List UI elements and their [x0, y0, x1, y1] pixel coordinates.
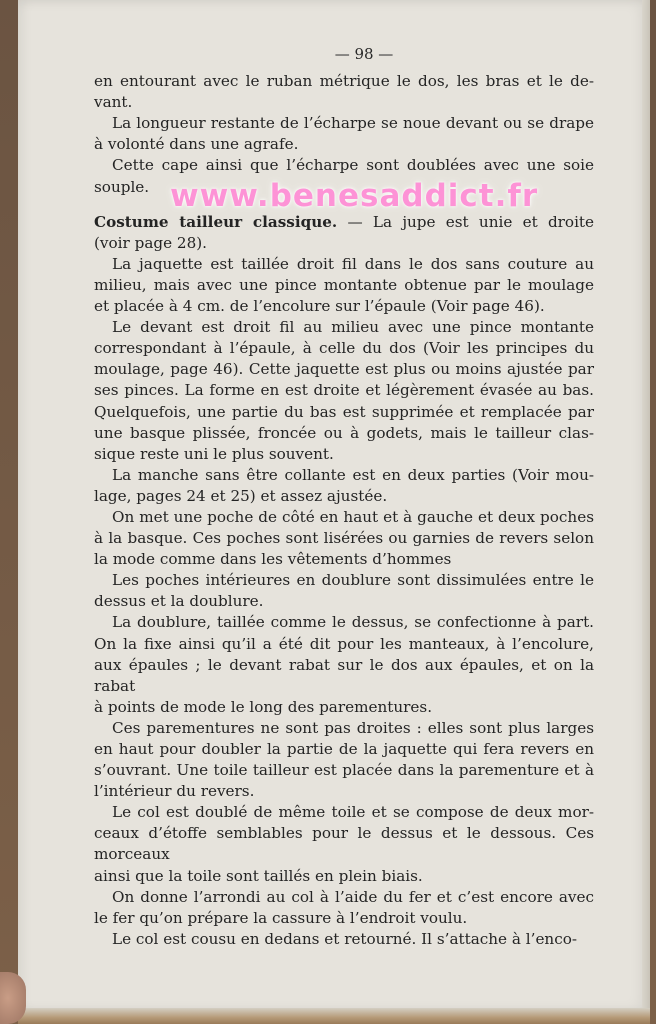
- text-line: Quelquefois, une partie du bas est supprimée et remplacée par: [94, 402, 594, 421]
- page-number: — 98 —: [334, 45, 394, 63]
- text-line: en haut pour doubler la partie de la jaquette qui fera revers en: [94, 740, 594, 758]
- text-line: vant.: [94, 93, 133, 112]
- paragraph: [94, 113, 594, 155]
- text-line: à la basque. Ces poches sont lisérées ou garnies de revers selon: [94, 529, 594, 548]
- paragraph: [94, 71, 594, 113]
- section-line: (voir page 28).: [94, 233, 207, 252]
- paragraph: [94, 570, 594, 612]
- text-line: une basque plissée, froncée ou à godets, mais le tailleur clas-: [94, 423, 594, 442]
- text-line: à volonté dans une agrafe.: [94, 135, 299, 154]
- text-line: et placée à 4 cm. de l’encolure sur l’épaule (Voir page 46).: [94, 297, 545, 316]
- text-line: Ces parementures ne sont pas droites : elles sont plus larges: [112, 718, 594, 737]
- text-line: Cette cape ainsi que l’écharpe sont doublées avec une soie: [112, 156, 594, 175]
- paragraph: [94, 317, 594, 465]
- text-line: milieu, mais avec une pince montante obtenue par le moulage: [94, 275, 594, 294]
- watermark: www.benesaddict.fr: [170, 178, 539, 214]
- text-line: ainsi que la toile sont taillés en plein biais.: [94, 866, 423, 885]
- text-line: ceaux d’étoffe semblables pour le dessus et le dessous. Ces morceaux: [94, 824, 594, 864]
- text-line: Le devant est droit fil au milieu avec une pince montante: [112, 318, 594, 337]
- text-line: dessus et la doublure.: [94, 592, 264, 611]
- text-line: sique reste uni le plus souvent.: [94, 444, 334, 463]
- body-paragraphs: [94, 254, 594, 950]
- paragraph: [94, 507, 594, 570]
- text-line: ses pinces. La forme en est droite et légèrement évasée au bas.: [94, 381, 594, 400]
- text-line: à points de mode le long des parementures.: [94, 697, 433, 716]
- text-line: aux épaules ; le devant rabat sur le dos aux épaules, et on la rabat: [94, 655, 594, 695]
- paragraph: [94, 929, 594, 950]
- section-heading: Costume tailleur classique.: [94, 212, 338, 231]
- thumb: [0, 972, 26, 1024]
- text-line: On la fixe ainsi qu’il a été dit pour les manteaux, à l’encolure,: [94, 634, 594, 653]
- page-edge: [642, 0, 650, 1012]
- text-line: l’intérieur du revers.: [94, 782, 255, 801]
- text-line: lage, pages 24 et 25) et assez ajustée.: [94, 486, 388, 505]
- text-line: La doublure, taillée comme le dessus, se confectionne à part.: [112, 613, 594, 632]
- text-line: La longueur restante de l’écharpe se noue devant ou se drape: [112, 114, 594, 133]
- text-line: Les poches intérieures en doublure sont dissimulées entre le: [112, 571, 594, 590]
- paragraph: [94, 612, 594, 717]
- text-line: en entourant avec le ruban métrique le dos, les bras et le de-: [94, 72, 594, 91]
- paragraph: [94, 465, 594, 507]
- paragraph: [94, 254, 594, 317]
- text-line: correspondant à l’épaule, à celle du dos (Voir les principes du: [94, 339, 594, 358]
- text-line: Le col est cousu en dedans et retourné. Il s’attache à l’enco-: [112, 929, 577, 948]
- page-bottom-edge: [18, 1008, 650, 1024]
- text-line: On donne l’arrondi au col à l’aide du fer et c’est encore avec: [112, 887, 594, 906]
- text-line: souple.: [94, 177, 150, 196]
- text-line: La manche sans être collante est en deux parties (Voir mou-: [112, 465, 594, 484]
- text-line: la mode comme dans les vêtements d’hommes: [94, 550, 452, 569]
- text-line: La jaquette est taillée droit fil dans le dos sans couture au: [112, 254, 594, 273]
- paragraph: [94, 887, 594, 929]
- text-line: s’ouvrant. Une toile tailleur est placée dans la parementure et à: [94, 761, 594, 780]
- text-line: le fer qu’on prépare la cassure à l’endroit voulu.: [94, 908, 468, 927]
- paragraph: [94, 718, 594, 802]
- section-paragraph: [94, 212, 594, 254]
- paragraph: [94, 802, 594, 886]
- text-line: Le col est doublé de même toile et se compose de deux mor-: [112, 803, 594, 822]
- text-line: On met une poche de côté en haut et à gauche et deux poches: [112, 507, 594, 526]
- text-line: moulage, page 46). Cette jaquette est plus ou moins ajustée par: [94, 360, 594, 379]
- section-heading-rest: — La jupe est unie et droite: [337, 212, 595, 231]
